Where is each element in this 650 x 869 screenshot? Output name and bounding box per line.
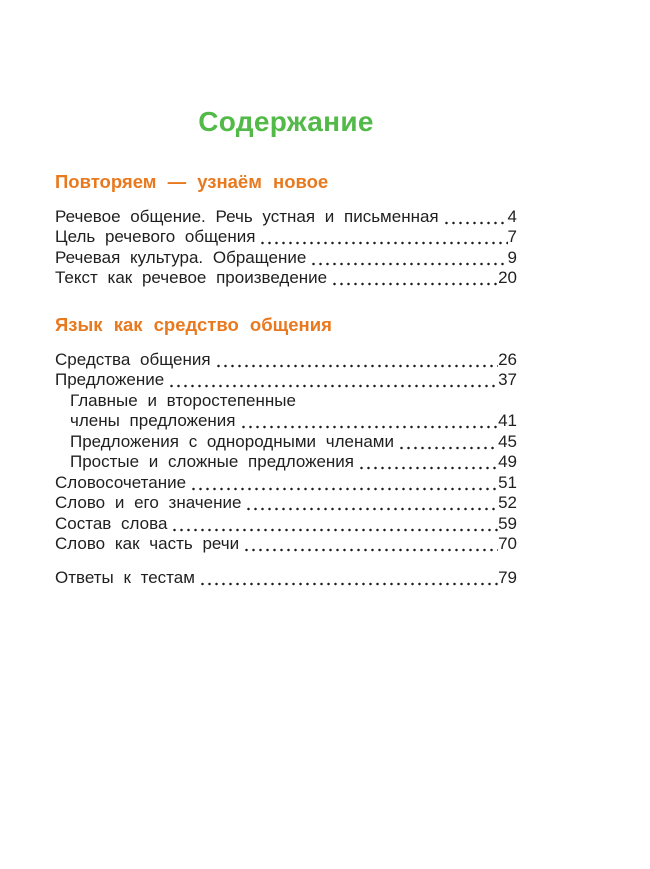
entry-page-number: 79 bbox=[498, 567, 517, 587]
entry-title: Цель речевого общения bbox=[55, 227, 256, 246]
toc-entry bbox=[55, 567, 517, 588]
toc-entry bbox=[55, 370, 517, 391]
entry-page-number: 59 bbox=[498, 513, 517, 533]
page-title: Содержание bbox=[198, 106, 374, 137]
entry-title: Простые и сложные предложения bbox=[70, 452, 355, 471]
toc-entry bbox=[55, 206, 517, 227]
entry-title: Предложения с однородными членами bbox=[70, 431, 394, 451]
entry-title: Слово и его значение bbox=[55, 493, 242, 512]
dot-leader bbox=[398, 431, 498, 452]
toc-entry bbox=[55, 472, 517, 493]
entry-page-number: 45 bbox=[498, 431, 517, 451]
dot-leader bbox=[358, 452, 498, 473]
toc-entry bbox=[55, 452, 517, 473]
entry-title: Состав слова bbox=[55, 513, 168, 533]
entry-title: Предложение bbox=[55, 370, 165, 389]
toc-entry bbox=[55, 493, 517, 514]
dot-leader bbox=[215, 349, 499, 370]
toc-entry bbox=[55, 268, 517, 289]
toc-section bbox=[55, 567, 517, 588]
toc-entry bbox=[55, 513, 517, 534]
dot-leader bbox=[199, 567, 498, 588]
entry-page-number: 52 bbox=[498, 493, 517, 512]
entry-title: Главные и второстепенные bbox=[70, 390, 296, 410]
toc-section bbox=[55, 170, 517, 288]
section-heading: Язык как средство общения bbox=[55, 314, 332, 335]
entry-title: Словосочетание bbox=[55, 472, 187, 492]
dot-leader bbox=[243, 534, 498, 555]
toc-entry bbox=[55, 411, 517, 432]
dot-leader bbox=[259, 227, 507, 248]
toc-entry bbox=[55, 534, 517, 555]
section-heading: Повторяем — узнаём новое bbox=[55, 171, 329, 192]
dot-leader bbox=[171, 513, 498, 534]
dot-leader bbox=[240, 411, 499, 432]
toc-entry bbox=[55, 227, 517, 248]
toc-entry bbox=[55, 349, 517, 370]
toc-section bbox=[55, 313, 517, 554]
entry-title: члены предложения bbox=[70, 411, 236, 430]
entry-page-number: 20 bbox=[498, 268, 517, 287]
entry-page-number: 49 bbox=[498, 452, 517, 471]
entry-page-number: 9 bbox=[507, 247, 517, 267]
toc-sections bbox=[55, 170, 517, 588]
entry-page-number: 70 bbox=[498, 534, 517, 553]
entry-title: Ответы к тестам bbox=[55, 567, 195, 587]
toc-entry bbox=[55, 431, 517, 452]
entry-page-number: 51 bbox=[498, 472, 517, 492]
entry-page-number: 26 bbox=[498, 349, 517, 369]
dot-leader bbox=[331, 268, 498, 289]
dot-leader bbox=[245, 493, 498, 514]
entry-title: Текст как речевое произведение bbox=[55, 268, 328, 287]
entry-page-number: 4 bbox=[507, 206, 517, 226]
entry-title: Речевая культура. Обращение bbox=[55, 247, 307, 267]
entry-title: Речевое общение. Речь устная и письменная bbox=[55, 206, 439, 226]
dot-leader bbox=[190, 472, 498, 493]
entry-page-number: 41 bbox=[498, 411, 517, 430]
dot-leader bbox=[168, 370, 498, 391]
dot-leader bbox=[443, 206, 508, 227]
toc-entry bbox=[55, 390, 517, 411]
dot-leader bbox=[310, 247, 507, 268]
toc-entry bbox=[55, 247, 517, 268]
entry-page-number: 7 bbox=[507, 227, 517, 246]
entry-title: Слово как часть речи bbox=[55, 534, 240, 553]
entry-title: Средства общения bbox=[55, 349, 211, 369]
entry-page-number: 37 bbox=[498, 370, 517, 389]
